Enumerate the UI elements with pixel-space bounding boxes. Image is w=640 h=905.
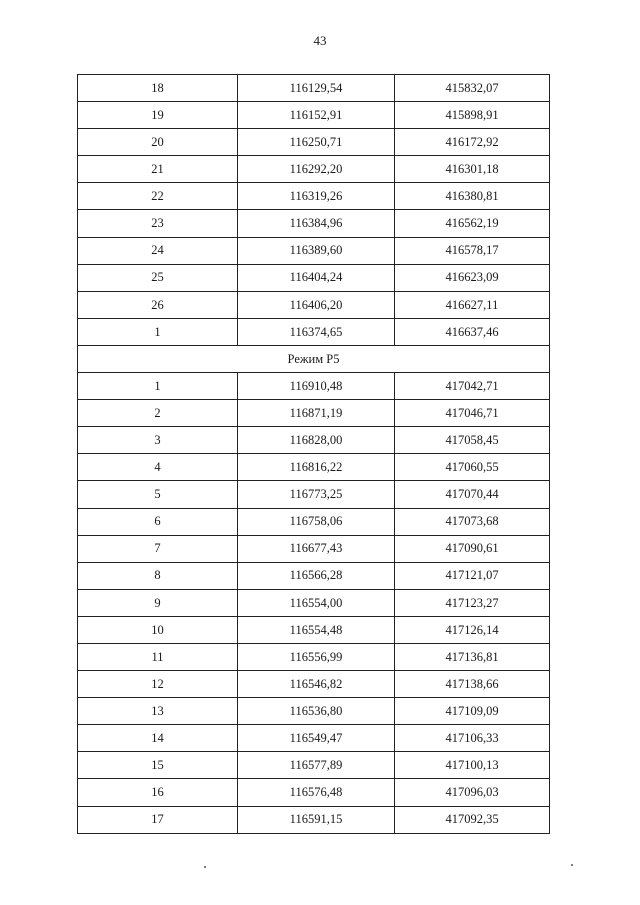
table-row <box>78 671 550 698</box>
x-coordinate-cell: 116292,20 <box>238 156 395 183</box>
x-coordinate-cell: 116546,82 <box>238 671 395 698</box>
point-number-cell: 17 <box>78 806 238 833</box>
point-number-cell: 19 <box>78 102 238 129</box>
x-coordinate-cell: 116871,19 <box>238 400 395 427</box>
point-number-cell: 5 <box>78 481 238 508</box>
table-row <box>78 589 550 616</box>
y-coordinate-cell: 417106,33 <box>395 725 550 752</box>
table-row <box>78 562 550 589</box>
x-coordinate-cell: 116152,91 <box>238 102 395 129</box>
x-coordinate-cell: 116549,47 <box>238 725 395 752</box>
table-row <box>78 129 550 156</box>
x-coordinate-cell: 116773,25 <box>238 481 395 508</box>
y-coordinate-cell: 417096,03 <box>395 779 550 806</box>
table-row <box>78 616 550 643</box>
section-title: Режим Р5 <box>78 345 550 372</box>
y-coordinate-cell: 417070,44 <box>395 481 550 508</box>
y-coordinate-cell: 417123,27 <box>395 589 550 616</box>
y-coordinate-cell: 416172,92 <box>395 129 550 156</box>
y-coordinate-cell: 416380,81 <box>395 183 550 210</box>
point-number-cell: 2 <box>78 400 238 427</box>
y-coordinate-cell: 417090,61 <box>395 535 550 562</box>
y-coordinate-cell: 417100,13 <box>395 752 550 779</box>
table-row <box>78 698 550 725</box>
y-coordinate-cell: 416562,19 <box>395 210 550 237</box>
x-coordinate-cell: 116389,60 <box>238 237 395 264</box>
table-row <box>78 102 550 129</box>
point-number-cell: 21 <box>78 156 238 183</box>
table-row <box>78 373 550 400</box>
y-coordinate-cell: 417109,09 <box>395 698 550 725</box>
y-coordinate-cell: 417121,07 <box>395 562 550 589</box>
table-row <box>78 75 550 102</box>
y-coordinate-cell: 416623,09 <box>395 264 550 291</box>
table-row <box>78 806 550 833</box>
point-number-cell: 3 <box>78 427 238 454</box>
table-row <box>78 156 550 183</box>
x-coordinate-cell: 116816,22 <box>238 454 395 481</box>
x-coordinate-cell: 116404,24 <box>238 264 395 291</box>
point-number-cell: 8 <box>78 562 238 589</box>
table-row <box>78 400 550 427</box>
y-coordinate-cell: 416627,11 <box>395 291 550 318</box>
point-number-cell: 1 <box>78 318 238 345</box>
point-number-cell: 4 <box>78 454 238 481</box>
point-number-cell: 13 <box>78 698 238 725</box>
point-number-cell: 11 <box>78 643 238 670</box>
table-row <box>78 779 550 806</box>
table-row <box>78 183 550 210</box>
point-number-cell: 20 <box>78 129 238 156</box>
y-coordinate-cell: 417138,66 <box>395 671 550 698</box>
point-number-cell: 25 <box>78 264 238 291</box>
x-coordinate-cell: 116910,48 <box>238 373 395 400</box>
point-number-cell: 22 <box>78 183 238 210</box>
point-number-cell: 15 <box>78 752 238 779</box>
x-coordinate-cell: 116828,00 <box>238 427 395 454</box>
x-coordinate-cell: 116758,06 <box>238 508 395 535</box>
x-coordinate-cell: 116406,20 <box>238 291 395 318</box>
table-row <box>78 752 550 779</box>
x-coordinate-cell: 116129,54 <box>238 75 395 102</box>
section-row <box>78 345 550 372</box>
point-number-cell: 23 <box>78 210 238 237</box>
table-row <box>78 535 550 562</box>
x-coordinate-cell: 116374,65 <box>238 318 395 345</box>
y-coordinate-cell: 416637,46 <box>395 318 550 345</box>
table-row <box>78 427 550 454</box>
x-coordinate-cell: 116536,80 <box>238 698 395 725</box>
x-coordinate-cell: 116677,43 <box>238 535 395 562</box>
y-coordinate-cell: 416301,18 <box>395 156 550 183</box>
point-number-cell: 14 <box>78 725 238 752</box>
point-number-cell: 1 <box>78 373 238 400</box>
y-coordinate-cell: 417046,71 <box>395 400 550 427</box>
table-row <box>78 318 550 345</box>
x-coordinate-cell: 116591,15 <box>238 806 395 833</box>
point-number-cell: 24 <box>78 237 238 264</box>
y-coordinate-cell: 417073,68 <box>395 508 550 535</box>
page-number: 43 <box>313 33 327 48</box>
y-coordinate-cell: 417042,71 <box>395 373 550 400</box>
point-number-cell: 16 <box>78 779 238 806</box>
x-coordinate-cell: 116576,48 <box>238 779 395 806</box>
y-coordinate-cell: 417092,35 <box>395 806 550 833</box>
y-coordinate-cell: 417060,55 <box>395 454 550 481</box>
y-coordinate-cell: 415832,07 <box>395 75 550 102</box>
x-coordinate-cell: 116577,89 <box>238 752 395 779</box>
table-row <box>78 725 550 752</box>
scan-speck <box>571 864 573 866</box>
table-row <box>78 643 550 670</box>
table-row <box>78 210 550 237</box>
x-coordinate-cell: 116384,96 <box>238 210 395 237</box>
point-number-cell: 26 <box>78 291 238 318</box>
x-coordinate-cell: 116319,26 <box>238 183 395 210</box>
coordinates-table <box>77 74 550 834</box>
x-coordinate-cell: 116554,48 <box>238 616 395 643</box>
table-row <box>78 481 550 508</box>
x-coordinate-cell: 116566,28 <box>238 562 395 589</box>
point-number-cell: 12 <box>78 671 238 698</box>
table-row <box>78 237 550 264</box>
point-number-cell: 10 <box>78 616 238 643</box>
y-coordinate-cell: 416578,17 <box>395 237 550 264</box>
table-row <box>78 291 550 318</box>
y-coordinate-cell: 415898,91 <box>395 102 550 129</box>
point-number-cell: 6 <box>78 508 238 535</box>
x-coordinate-cell: 116554,00 <box>238 589 395 616</box>
y-coordinate-cell: 417136,81 <box>395 643 550 670</box>
point-number-cell: 7 <box>78 535 238 562</box>
table-row <box>78 264 550 291</box>
table-row <box>78 454 550 481</box>
y-coordinate-cell: 417126,14 <box>395 616 550 643</box>
x-coordinate-cell: 116250,71 <box>238 129 395 156</box>
scan-speck <box>204 866 206 868</box>
point-number-cell: 9 <box>78 589 238 616</box>
y-coordinate-cell: 417058,45 <box>395 427 550 454</box>
point-number-cell: 18 <box>78 75 238 102</box>
table-row <box>78 508 550 535</box>
coordinates-table-body <box>78 75 550 834</box>
x-coordinate-cell: 116556,99 <box>238 643 395 670</box>
